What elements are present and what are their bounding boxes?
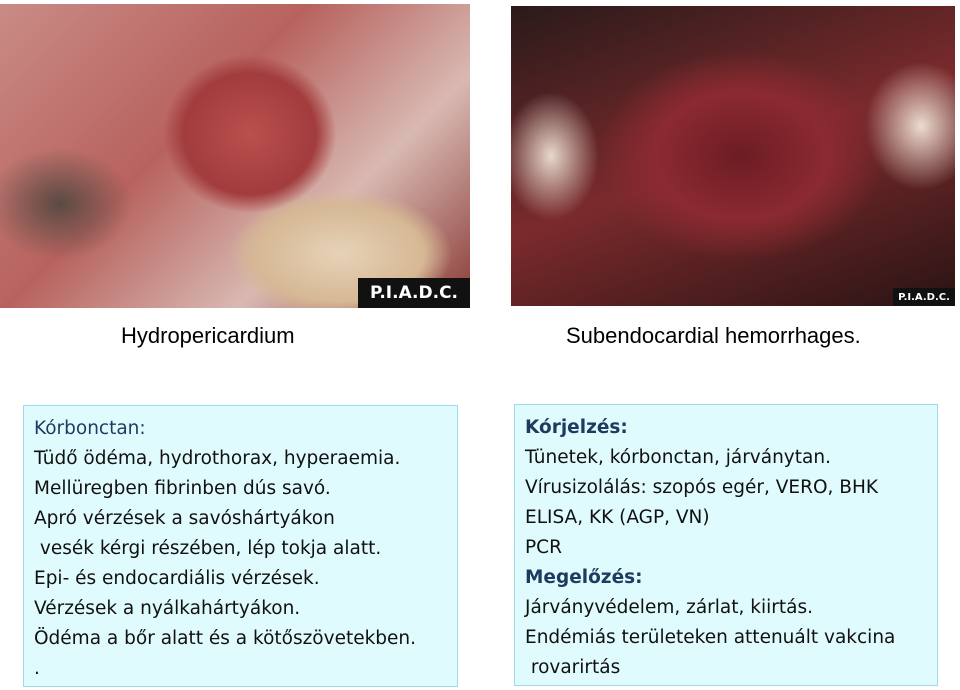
diagnosis-line: PCR [525,537,562,558]
pathology-line: Mellüregben fibrinben dús savó. [34,478,331,499]
pathology-heading: Kórbonctan: [34,418,146,439]
caption-right: Subendocardial hemorrhages. [566,323,861,348]
diagnosis-line: Tünetek, kórbonctan, járványtan. [525,447,831,468]
pathology-line: Vérzések a nyálkahártyákon. [34,598,301,619]
diagnosis-line: ELISA, KK (AGP, VN) [525,507,710,528]
caption-left: Hydropericardium [121,323,295,348]
pathology-line: Tüdő ödéma, hydrothorax, hyperaemia. [34,448,401,469]
prevention-line: Járványvédelem, zárlat, kiirtás. [525,597,813,618]
pathology-box [23,405,458,687]
prevention-line: Endémiás területeken attenuált vakcina [525,627,896,648]
diagnosis-prevention-box [514,404,938,686]
pathology-line: vesék kérgi részében, lép tokja alatt. [34,538,382,559]
pathology-line: Ödéma a bőr alatt és a kötőszövetekben. [34,628,417,649]
pathology-line: . [34,658,40,679]
diagnosis-line: Vírusizolálás: szopós egér, VERO, BHK [525,477,879,498]
prevention-line: rovarirtás [525,657,621,678]
subendocardial-hemorrhages-photo [511,6,955,306]
diagnosis-heading: Kórjelzés: [525,417,628,438]
hydropericardium-photo [0,4,470,308]
prevention-heading: Megelőzés: [525,567,643,588]
pathology-line: Epi- és endocardiális vérzések. [34,568,320,589]
pathology-line: Apró vérzések a savóshártyákon [34,508,335,529]
piadc-watermark: P.I.A.D.C. [893,288,955,306]
piadc-watermark: P.I.A.D.C. [358,278,470,308]
